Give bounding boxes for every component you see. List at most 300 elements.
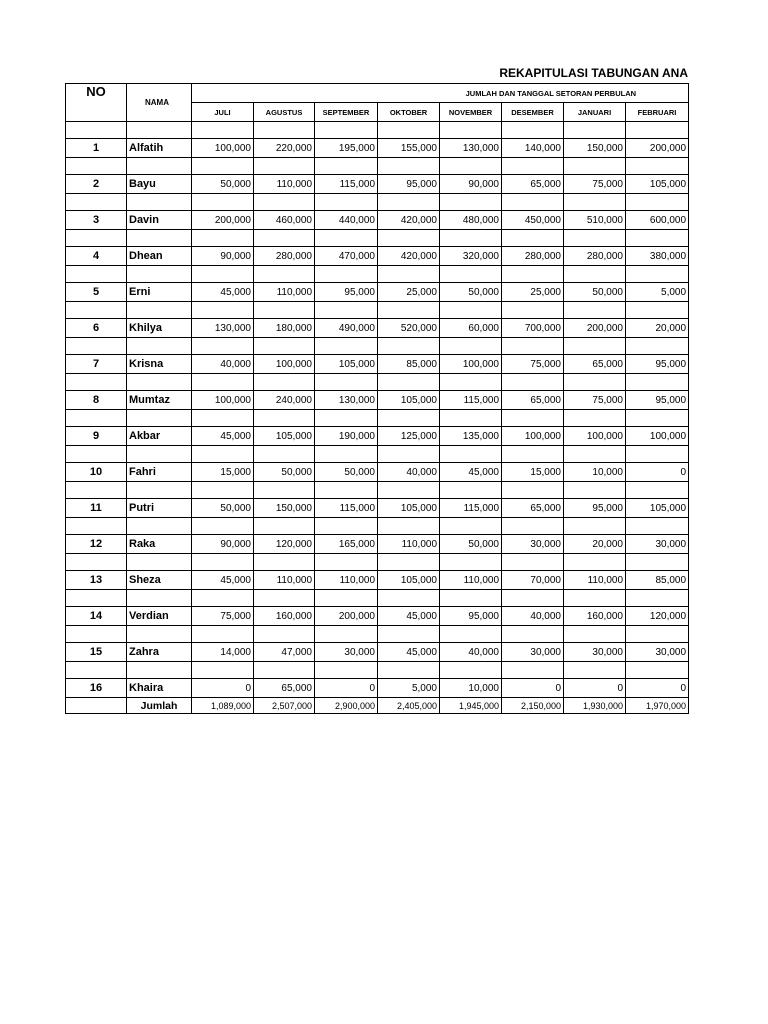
amount-cell: 110,000 <box>378 535 440 554</box>
amount-cell: 95,000 <box>378 175 440 194</box>
amount-cell: 40,000 <box>440 643 502 662</box>
empty-cell <box>440 410 502 427</box>
amount-cell: 50,000 <box>564 283 626 302</box>
amount-cell: 160,000 <box>564 607 626 626</box>
row-name: Raka <box>127 535 192 554</box>
amount-cell: 95,000 <box>315 283 378 302</box>
empty-cell <box>378 518 440 535</box>
spacer-row <box>66 554 689 571</box>
row-name: Zahra <box>127 643 192 662</box>
amount-cell: 75,000 <box>502 355 564 374</box>
amount-cell: 75,000 <box>192 607 254 626</box>
row-name: Krisna <box>127 355 192 374</box>
amount-cell: 105,000 <box>378 571 440 590</box>
empty-cell <box>502 446 564 463</box>
header-month: FEBRUARI <box>626 103 689 122</box>
row-name: Bayu <box>127 175 192 194</box>
empty-cell <box>66 626 127 643</box>
empty-cell <box>254 626 315 643</box>
amount-cell: 125,000 <box>378 427 440 446</box>
amount-cell: 75,000 <box>564 391 626 410</box>
amount-cell: 100,000 <box>626 427 689 446</box>
empty-cell <box>626 230 689 247</box>
spacer-row <box>66 122 689 139</box>
amount-cell: 90,000 <box>192 535 254 554</box>
amount-cell: 20,000 <box>626 319 689 338</box>
empty-cell <box>502 662 564 679</box>
amount-cell: 160,000 <box>254 607 315 626</box>
header-group: JUMLAH DAN TANGGAL SETORAN PERBULAN <box>192 84 689 103</box>
amount-cell: 50,000 <box>192 175 254 194</box>
total-cell: 2,150,000 <box>502 698 564 714</box>
amount-cell: 95,000 <box>440 607 502 626</box>
amount-cell: 40,000 <box>502 607 564 626</box>
empty-cell <box>315 230 378 247</box>
amount-cell: 10,000 <box>440 679 502 698</box>
row-number: 5 <box>66 283 127 302</box>
empty-cell <box>254 338 315 355</box>
amount-cell: 110,000 <box>254 283 315 302</box>
table-row <box>66 139 689 158</box>
row-number: 14 <box>66 607 127 626</box>
empty-cell <box>626 266 689 283</box>
amount-cell: 470,000 <box>315 247 378 266</box>
amount-cell: 47,000 <box>254 643 315 662</box>
empty-cell <box>626 446 689 463</box>
empty-cell <box>127 626 192 643</box>
empty-cell <box>254 590 315 607</box>
amount-cell: 50,000 <box>315 463 378 482</box>
empty-cell <box>378 626 440 643</box>
header-month: DESEMBER <box>502 103 564 122</box>
amount-cell: 100,000 <box>254 355 315 374</box>
spacer-row <box>66 194 689 211</box>
amount-cell: 25,000 <box>502 283 564 302</box>
empty-cell <box>127 554 192 571</box>
amount-cell: 90,000 <box>440 175 502 194</box>
table-row <box>66 355 689 374</box>
empty-cell <box>440 662 502 679</box>
table-row <box>66 427 689 446</box>
empty-cell <box>315 482 378 499</box>
amount-cell: 15,000 <box>502 463 564 482</box>
empty-cell <box>378 662 440 679</box>
empty-cell <box>440 302 502 319</box>
empty-cell <box>564 266 626 283</box>
empty-cell <box>440 482 502 499</box>
empty-cell <box>127 482 192 499</box>
amount-cell: 280,000 <box>564 247 626 266</box>
empty-cell <box>66 662 127 679</box>
empty-cell <box>378 338 440 355</box>
amount-cell: 100,000 <box>440 355 502 374</box>
empty-cell <box>564 230 626 247</box>
row-number: 8 <box>66 391 127 410</box>
amount-cell: 30,000 <box>626 535 689 554</box>
header-month: AGUSTUS <box>254 103 315 122</box>
empty-cell <box>254 230 315 247</box>
empty-cell <box>127 302 192 319</box>
total-cell: 1,930,000 <box>564 698 626 714</box>
empty-cell <box>502 554 564 571</box>
spacer-row <box>66 230 689 247</box>
empty-cell <box>502 230 564 247</box>
table-row <box>66 391 689 410</box>
total-cell: 2,405,000 <box>378 698 440 714</box>
empty-cell <box>440 554 502 571</box>
amount-cell: 115,000 <box>440 499 502 518</box>
empty-cell <box>502 302 564 319</box>
total-row <box>66 698 689 714</box>
amount-cell: 0 <box>192 679 254 698</box>
empty-cell <box>378 266 440 283</box>
amount-cell: 420,000 <box>378 247 440 266</box>
empty-cell <box>66 410 127 427</box>
amount-cell: 480,000 <box>440 211 502 230</box>
empty-cell <box>192 662 254 679</box>
amount-cell: 200,000 <box>192 211 254 230</box>
amount-cell: 30,000 <box>502 643 564 662</box>
spacer-row <box>66 482 689 499</box>
empty-cell <box>254 482 315 499</box>
empty-cell <box>440 158 502 175</box>
empty-cell <box>564 194 626 211</box>
empty-cell <box>127 590 192 607</box>
table-row <box>66 499 689 518</box>
empty-cell <box>254 158 315 175</box>
amount-cell: 30,000 <box>502 535 564 554</box>
spacer-row <box>66 374 689 391</box>
empty-cell <box>378 446 440 463</box>
empty-cell <box>502 374 564 391</box>
spacer-row <box>66 518 689 535</box>
amount-cell: 140,000 <box>502 139 564 158</box>
amount-cell: 50,000 <box>440 535 502 554</box>
total-cell: 1,945,000 <box>440 698 502 714</box>
amount-cell: 130,000 <box>315 391 378 410</box>
empty-cell <box>378 554 440 571</box>
empty-cell <box>315 554 378 571</box>
amount-cell: 65,000 <box>254 679 315 698</box>
empty-cell <box>564 626 626 643</box>
empty-cell <box>440 122 502 139</box>
amount-cell: 440,000 <box>315 211 378 230</box>
spacer-row <box>66 626 689 643</box>
amount-cell: 450,000 <box>502 211 564 230</box>
amount-cell: 600,000 <box>626 211 689 230</box>
table-row <box>66 571 689 590</box>
amount-cell: 510,000 <box>564 211 626 230</box>
empty-cell <box>626 662 689 679</box>
table-row <box>66 643 689 662</box>
empty-cell <box>66 446 127 463</box>
amount-cell: 155,000 <box>378 139 440 158</box>
amount-cell: 75,000 <box>564 175 626 194</box>
amount-cell: 150,000 <box>254 499 315 518</box>
empty-cell <box>440 518 502 535</box>
empty-cell <box>502 194 564 211</box>
empty-cell <box>502 626 564 643</box>
empty-cell <box>502 410 564 427</box>
empty-cell <box>564 590 626 607</box>
amount-cell: 30,000 <box>626 643 689 662</box>
amount-cell: 105,000 <box>254 427 315 446</box>
amount-cell: 320,000 <box>440 247 502 266</box>
empty-cell <box>127 446 192 463</box>
amount-cell: 195,000 <box>315 139 378 158</box>
empty-cell <box>127 374 192 391</box>
empty-cell <box>315 626 378 643</box>
empty-cell <box>626 122 689 139</box>
row-number: 3 <box>66 211 127 230</box>
amount-cell: 45,000 <box>192 283 254 302</box>
empty-cell <box>66 590 127 607</box>
header-nama: NAMA <box>127 84 192 122</box>
empty-cell <box>66 302 127 319</box>
row-number: 1 <box>66 139 127 158</box>
empty-cell <box>378 194 440 211</box>
amount-cell: 130,000 <box>440 139 502 158</box>
empty-cell <box>378 410 440 427</box>
row-number: 2 <box>66 175 127 194</box>
row-number: 16 <box>66 679 127 698</box>
empty-cell <box>254 266 315 283</box>
empty-cell <box>626 410 689 427</box>
empty-cell <box>127 230 192 247</box>
empty-cell <box>564 518 626 535</box>
amount-cell: 60,000 <box>440 319 502 338</box>
page-title: REKAPITULASI TABUNGAN ANA <box>499 66 688 80</box>
empty-cell <box>440 626 502 643</box>
empty-cell <box>378 482 440 499</box>
empty-cell <box>626 374 689 391</box>
empty-cell <box>254 122 315 139</box>
amount-cell: 70,000 <box>502 571 564 590</box>
row-name: Mumtaz <box>127 391 192 410</box>
row-number: 6 <box>66 319 127 338</box>
row-number: 13 <box>66 571 127 590</box>
amount-cell: 100,000 <box>192 139 254 158</box>
amount-cell: 115,000 <box>315 175 378 194</box>
empty-cell <box>192 302 254 319</box>
empty-cell <box>626 302 689 319</box>
empty-cell <box>440 194 502 211</box>
empty-cell <box>502 518 564 535</box>
empty-cell <box>564 554 626 571</box>
amount-cell: 100,000 <box>564 427 626 446</box>
amount-cell: 420,000 <box>378 211 440 230</box>
empty-cell <box>502 158 564 175</box>
empty-cell <box>192 554 254 571</box>
amount-cell: 0 <box>315 679 378 698</box>
row-name: Erni <box>127 283 192 302</box>
amount-cell: 105,000 <box>626 499 689 518</box>
table-row <box>66 283 689 302</box>
empty-cell <box>66 158 127 175</box>
empty-cell <box>564 410 626 427</box>
empty-cell <box>66 194 127 211</box>
empty-cell <box>127 266 192 283</box>
empty-cell <box>315 590 378 607</box>
empty-cell <box>315 446 378 463</box>
empty-cell <box>502 482 564 499</box>
empty-cell <box>315 338 378 355</box>
empty-cell <box>440 590 502 607</box>
header-month: OKTOBER <box>378 103 440 122</box>
empty-cell <box>564 338 626 355</box>
empty-cell <box>502 122 564 139</box>
total-cell: 2,507,000 <box>254 698 315 714</box>
amount-cell: 65,000 <box>502 175 564 194</box>
spacer-row <box>66 446 689 463</box>
empty-cell <box>564 482 626 499</box>
amount-cell: 380,000 <box>626 247 689 266</box>
row-name: Akbar <box>127 427 192 446</box>
header-no: NO <box>66 84 127 122</box>
spacer-row <box>66 266 689 283</box>
empty-cell <box>440 230 502 247</box>
header-month: JULI <box>192 103 254 122</box>
empty-cell <box>440 266 502 283</box>
empty-cell <box>66 698 127 714</box>
empty-cell <box>192 626 254 643</box>
amount-cell: 10,000 <box>564 463 626 482</box>
empty-cell <box>192 194 254 211</box>
empty-cell <box>378 122 440 139</box>
empty-cell <box>66 518 127 535</box>
amount-cell: 14,000 <box>192 643 254 662</box>
amount-cell: 20,000 <box>564 535 626 554</box>
empty-cell <box>192 230 254 247</box>
row-name: Khilya <box>127 319 192 338</box>
spacer-row <box>66 590 689 607</box>
total-cell: 1,970,000 <box>626 698 689 714</box>
amount-cell: 105,000 <box>378 391 440 410</box>
amount-cell: 85,000 <box>378 355 440 374</box>
empty-cell <box>502 590 564 607</box>
empty-cell <box>626 158 689 175</box>
amount-cell: 460,000 <box>254 211 315 230</box>
empty-cell <box>127 662 192 679</box>
row-name: Sheza <box>127 571 192 590</box>
amount-cell: 700,000 <box>502 319 564 338</box>
amount-cell: 0 <box>626 463 689 482</box>
table-row <box>66 535 689 554</box>
table-row <box>66 607 689 626</box>
empty-cell <box>254 554 315 571</box>
empty-cell <box>378 302 440 319</box>
amount-cell: 110,000 <box>254 175 315 194</box>
amount-cell: 105,000 <box>378 499 440 518</box>
empty-cell <box>564 122 626 139</box>
empty-cell <box>564 662 626 679</box>
savings-table <box>65 83 689 714</box>
spacer-row <box>66 662 689 679</box>
empty-cell <box>127 194 192 211</box>
row-name: Fahri <box>127 463 192 482</box>
empty-cell <box>192 122 254 139</box>
empty-cell <box>254 410 315 427</box>
amount-cell: 0 <box>626 679 689 698</box>
table-row <box>66 679 689 698</box>
header-month: NOVEMBER <box>440 103 502 122</box>
header-month: SEPTEMBER <box>315 103 378 122</box>
row-number: 12 <box>66 535 127 554</box>
amount-cell: 165,000 <box>315 535 378 554</box>
empty-cell <box>564 374 626 391</box>
row-name: Davin <box>127 211 192 230</box>
amount-cell: 105,000 <box>626 175 689 194</box>
total-cell: 2,900,000 <box>315 698 378 714</box>
empty-cell <box>626 482 689 499</box>
amount-cell: 85,000 <box>626 571 689 590</box>
amount-cell: 95,000 <box>626 391 689 410</box>
empty-cell <box>626 338 689 355</box>
amount-cell: 50,000 <box>254 463 315 482</box>
row-number: 4 <box>66 247 127 266</box>
empty-cell <box>66 554 127 571</box>
empty-cell <box>192 338 254 355</box>
empty-cell <box>254 518 315 535</box>
empty-cell <box>192 374 254 391</box>
row-number: 15 <box>66 643 127 662</box>
empty-cell <box>440 338 502 355</box>
amount-cell: 30,000 <box>315 643 378 662</box>
row-number: 11 <box>66 499 127 518</box>
header-month: JANUARI <box>564 103 626 122</box>
empty-cell <box>66 122 127 139</box>
empty-cell <box>66 338 127 355</box>
amount-cell: 100,000 <box>192 391 254 410</box>
empty-cell <box>254 374 315 391</box>
amount-cell: 5,000 <box>626 283 689 302</box>
amount-cell: 280,000 <box>254 247 315 266</box>
total-cell: 1,089,000 <box>192 698 254 714</box>
amount-cell: 90,000 <box>192 247 254 266</box>
empty-cell <box>378 590 440 607</box>
amount-cell: 65,000 <box>502 391 564 410</box>
amount-cell: 180,000 <box>254 319 315 338</box>
amount-cell: 25,000 <box>378 283 440 302</box>
empty-cell <box>626 518 689 535</box>
amount-cell: 200,000 <box>564 319 626 338</box>
row-name: Putri <box>127 499 192 518</box>
empty-cell <box>254 194 315 211</box>
empty-cell <box>315 662 378 679</box>
row-number: 9 <box>66 427 127 446</box>
spacer-row <box>66 410 689 427</box>
amount-cell: 50,000 <box>192 499 254 518</box>
amount-cell: 200,000 <box>626 139 689 158</box>
amount-cell: 115,000 <box>440 391 502 410</box>
empty-cell <box>440 374 502 391</box>
empty-cell <box>66 482 127 499</box>
amount-cell: 65,000 <box>502 499 564 518</box>
amount-cell: 45,000 <box>440 463 502 482</box>
empty-cell <box>315 122 378 139</box>
empty-cell <box>378 374 440 391</box>
amount-cell: 130,000 <box>192 319 254 338</box>
empty-cell <box>315 518 378 535</box>
empty-cell <box>192 410 254 427</box>
table-row <box>66 463 689 482</box>
empty-cell <box>66 230 127 247</box>
empty-cell <box>378 230 440 247</box>
row-name: Dhean <box>127 247 192 266</box>
amount-cell: 65,000 <box>564 355 626 374</box>
empty-cell <box>192 266 254 283</box>
amount-cell: 110,000 <box>440 571 502 590</box>
